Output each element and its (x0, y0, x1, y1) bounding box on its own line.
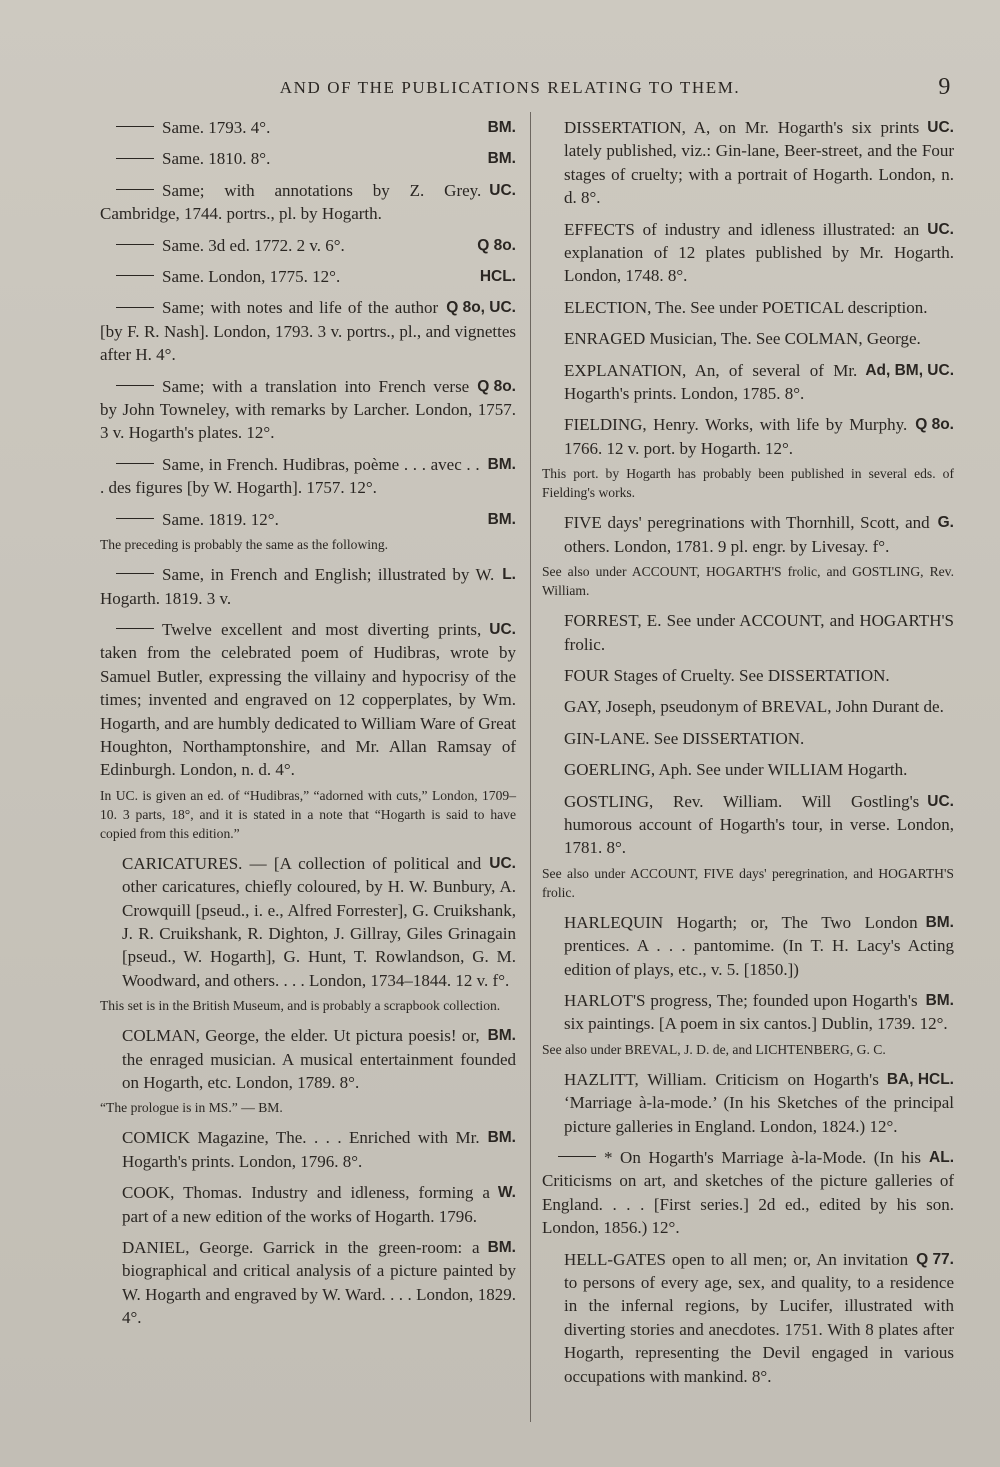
entry-note: See also under BREVAL, J. D. de, and LICHTENBERG, G. C. (542, 1041, 886, 1057)
ditto-dash (116, 463, 154, 464)
entry-note: This set is in the British Museum, and is probably a scrapbook collection. (100, 998, 501, 1014)
entry-note: See also under ACCOUNT, FIVE days' peregrination, and HOGARTH'S frolic. (542, 865, 954, 900)
entry-text: CARICATURES. — [A collection of political and other caricatures, chiefly coloured, by H. W. Bunbury, A. Crowquill [pseud., i. e., Alfred Forrester], G. Cruikshank, J. R. Cruikshank, R. Dighton, J. Gillray, Giles Grinagain [pseud., W. Hogarth], G. Hunt, T. Rowlandson, G. M. Woodward, and others. . . . London, 1734–1844. 12 v. f°. (122, 853, 516, 990)
entry-text: COMICK Magazine, The. . . . Enriched with Mr. Hogarth's prints. London, 1796. 8°. (122, 1128, 480, 1171)
column-divider (530, 112, 531, 1422)
entry-text: HARLOT'S progress, The; founded upon Hogarth's six paintings. [A poem in six cantos.] Dublin, 1739. 12°. (564, 990, 948, 1034)
ditto-dash (116, 158, 154, 159)
library-location: AL. (929, 1149, 954, 1166)
library-location: UC. (927, 220, 954, 238)
library-location: UC. (489, 854, 516, 872)
entry-text: * On Hogarth's Marriage à-la-Mode. (In his Criticisms on art, and sketches of the picture galleries of England. . . . [First series.] 2d ed., edited by his son. London, 1856.) 12°. (542, 1148, 954, 1238)
library-location: BM. (487, 150, 516, 168)
entry-text: Same. 1793. 4°. (162, 118, 271, 137)
bibliography-entry (100, 563, 516, 610)
library-location: L. (502, 566, 516, 584)
bibliography-entry (542, 359, 954, 406)
entry-note: “The prologue is in MS.” — BM. (100, 1100, 283, 1116)
entry-note: The preceding is probably the same as the following. (100, 537, 389, 553)
bibliography-entry (542, 218, 954, 288)
ditto-dash (558, 1156, 596, 1157)
library-location: BM. (925, 991, 954, 1009)
bibliography-entry (542, 413, 954, 460)
ditto-dash (116, 628, 154, 629)
bibliography-entry (542, 116, 954, 210)
ditto-dash (116, 275, 154, 276)
bibliography-entry (542, 1248, 954, 1388)
library-location: Q 8o. (477, 236, 516, 254)
bibliography-entry (542, 1146, 954, 1240)
bibliography-entry (542, 911, 954, 981)
entry-text: FIELDING, Henry. Works, with life by Murphy. 1766. 12 v. port. by Hogarth. 12°. (564, 415, 908, 458)
bibliography-entry (542, 664, 954, 687)
library-location: BM. (487, 1129, 516, 1147)
entry-note: See also under ACCOUNT, HOGARTH'S frolic, and GOSTLING, Rev. William. (542, 564, 954, 599)
entry-text: EFFECTS of industry and idleness illustrated: an explanation of 12 plates published by Mr. Hogarth. London, 1748. 8°. (564, 219, 954, 286)
bibliography-entry (100, 147, 516, 170)
bibliography-entry (100, 265, 516, 288)
running-title: AND OF THE PUBLICATIONS RELATING TO THEM. (279, 78, 741, 97)
bibliography-entry (100, 116, 516, 139)
library-location: UC. (927, 119, 954, 136)
entry-text: DANIEL, George. Garrick in the green-room: a biographical and critical analysis of a picture painted by W. Hogarth and engraved by W. Ward. . . . London, 1829. 4°. (122, 1238, 516, 1328)
right-column (542, 116, 954, 1396)
entry-note: In UC. is given an ed. of “Hudibras,” “adorned with cuts,” London, 1709–10. 3 parts, 18°, and it is stated in a note that “Hogarth is said to have copied from this edition.” (100, 787, 516, 841)
library-location: UC. (927, 792, 954, 810)
entry-text: FORREST, E. See under ACCOUNT, and HOGARTH'S frolic. (564, 611, 954, 654)
library-location: BM. (487, 119, 516, 136)
library-location: BM. (487, 510, 516, 528)
entry-text: COOK, Thomas. Industry and idleness, forming a part of a new edition of the works of Hogarth. 1796. (122, 1183, 490, 1226)
bibliography-entry (542, 758, 954, 781)
entry-text: COLMAN, George, the elder. Ut pictura poesis! or, the enraged musician. A musical entertainment founded on Hogarth, etc. London, 1789. 8°. (122, 1026, 516, 1092)
bibliography-entry (542, 296, 954, 319)
bibliography-entry (542, 695, 954, 718)
library-location: Q 8o. (915, 416, 954, 434)
entry-text: Same. 3d ed. 1772. 2 v. 6°. (162, 235, 345, 255)
entry-text: HELL-GATES open to all men; or, An invitation to persons of every age, sex, and quality, to a residence in the infernal regions, by Lucifer, illustrated with diverting stories and anecdotes. 1751. With 8 plates after Hogarth, representing the Devil engaged in various occupations with mankind. 8°. (564, 1249, 954, 1386)
entry-text: DISSERTATION, A, on Mr. Hogarth's six prints lately published, viz.: Gin-lane, Beer-street, and the Four stages of cruelty; with a portrait of Hogarth. London, n. d. 8°. (564, 118, 954, 208)
bibliography-entry (100, 1181, 516, 1228)
page-header (0, 74, 1000, 104)
library-location: Q 8o. (477, 377, 516, 395)
page-number: 9 (938, 74, 952, 100)
bibliography-entry (542, 727, 954, 750)
entry-text: Same. London, 1775. 12°. (162, 267, 341, 287)
left-column (100, 116, 516, 1338)
entry-text: FIVE days' peregrinations with Thornhill, Scott, and others. London, 1781. 9 pl. engr. by Livesay. f°. (564, 513, 930, 556)
entry-text: FOUR Stages of Cruelty. See DISSERTATION. (564, 665, 890, 685)
bibliography-entry (100, 852, 516, 992)
library-location: BA, HCL. (886, 1070, 954, 1088)
bibliography-entry (542, 511, 954, 558)
ditto-dash (116, 307, 154, 308)
bibliography-entry (100, 375, 516, 445)
entry-text: Same. 1819. 12°. (162, 509, 279, 529)
library-location: UC. (489, 181, 516, 199)
entry-text: HAZLITT, William. Criticism on Hogarth's ‘Marriage à-la-mode.’ (In his Sketches of the principal picture galleries in England. London, 1824.) 12°. (564, 1069, 954, 1136)
ditto-dash (116, 244, 154, 245)
library-location: Ad, BM, UC. (865, 361, 954, 379)
entry-text: Same; with annotations by Z. Grey. Cambridge, 1744. portrs., pl. by Hogarth. (100, 180, 482, 224)
library-location: BM. (487, 455, 516, 473)
entry-text: GIN-LANE. See DISSERTATION. (564, 728, 805, 748)
entry-text: GAY, Joseph, pseudonym of BREVAL, John Durant de. (564, 697, 944, 717)
ditto-dash (116, 126, 154, 127)
entry-text: GOSTLING, Rev. William. Will Gostling's humorous account of Hogarth's tour, in verse. London, 1781. 8°. (564, 791, 954, 858)
entry-note: This port. by Hogarth has probably been published in several eds. of Fielding's works. (542, 466, 954, 501)
entry-text: EXPLANATION, An, of several of Mr. Hogarth's prints. London, 1785. 8°. (564, 360, 858, 404)
entry-text: Same. 1810. 8°. (162, 149, 271, 169)
bibliography-entry (542, 327, 954, 350)
bibliography-entry (100, 1024, 516, 1094)
ditto-dash (116, 385, 154, 386)
library-location: Q 77. (916, 1250, 954, 1268)
entry-text: Same; with notes and life of the author [by F. R. Nash]. London, 1793. 3 v. portrs., pl., and vignettes after H. 4°. (100, 298, 516, 365)
bibliography-entry (100, 618, 516, 782)
bibliography-entry (100, 508, 516, 531)
entry-text: Twelve excellent and most diverting prints, taken from the celebrated poem of Hudibras, wrote by Samuel Butler, expressing the villainy and hypocrisy of the times; invented and engraved on 12 copperplates, by Wm. Hogarth, and are humbly dedicated to William Ware of Great Houghton, Northamptonshire, and Mr. Allan Ramsay of Edinburgh. London, n. d. 4°. (100, 619, 516, 780)
bibliography-entry (100, 1126, 516, 1173)
entry-text: ELECTION, The. See under POETICAL description. (564, 297, 928, 317)
bibliography-entry (542, 609, 954, 656)
bibliography-entry (542, 989, 954, 1036)
library-location: Q 8o, UC. (446, 299, 516, 317)
library-location: BM. (925, 913, 954, 931)
entry-text: GOERLING, Aph. See under WILLIAM Hogarth. (564, 760, 908, 780)
ditto-dash (116, 518, 154, 519)
ditto-dash (116, 573, 154, 574)
library-location: HCL. (479, 268, 516, 286)
library-location: BM. (487, 1027, 516, 1045)
ditto-dash (116, 189, 154, 190)
entry-text: Same, in French. Hudibras, poème . . . avec . . . des figures [by W. Hogarth]. 1757. 12°. (100, 454, 480, 498)
entry-text: ENRAGED Musician, The. See COLMAN, George. (564, 329, 921, 349)
library-location: BM. (487, 1239, 516, 1257)
entry-text: HARLEQUIN Hogarth; or, The Two London prentices. A . . . pantomime. (In T. H. Lacy's Acting edition of plays, etc., v. 5. [1850.]) (564, 912, 954, 979)
bibliography-entry (100, 234, 516, 257)
library-location: W. (497, 1184, 516, 1202)
bibliography-entry (100, 453, 516, 500)
library-location: UC. (489, 620, 516, 638)
bibliography-entry (542, 1068, 954, 1138)
entry-text: Same, in French and English; illustrated by W. Hogarth. 1819. 3 v. (100, 565, 495, 608)
bibliography-entry (100, 296, 516, 366)
bibliography-entry (100, 179, 516, 226)
bibliography-entry (542, 790, 954, 860)
library-location: G. (937, 514, 954, 532)
bibliography-entry (100, 1236, 516, 1330)
entry-text: Same; with a translation into French verse by John Towneley, with remarks by Larcher. London, 1757. 3 v. Hogarth's plates. 12°. (100, 376, 516, 443)
